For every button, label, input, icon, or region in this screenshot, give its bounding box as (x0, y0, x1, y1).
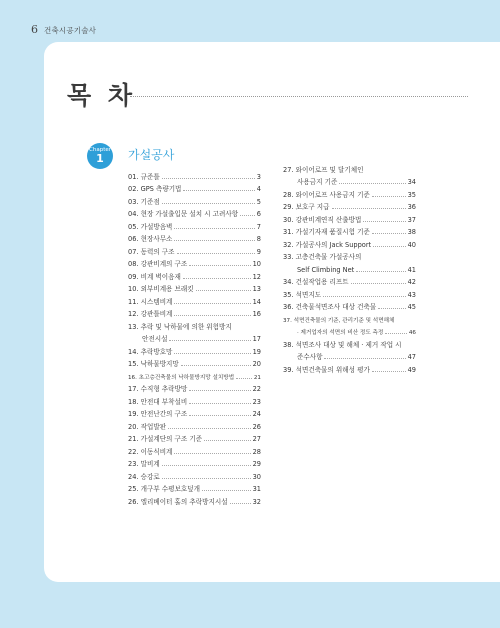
dot-leader (174, 228, 254, 229)
page-header (0, 0, 500, 42)
toc-entry (128, 381, 261, 394)
dot-leader (378, 308, 405, 309)
toc-entry (283, 161, 416, 174)
toc-entry-page: 26 (252, 422, 261, 431)
toc-entry-title: 03. 기준점 (128, 197, 160, 206)
toc-entry-title: 29. 보호구 지급 (283, 203, 330, 211)
toc-entry (128, 218, 261, 231)
toc-entry-title: 20. 작업발판 (128, 422, 167, 431)
dot-leader (363, 221, 405, 222)
dot-leader (196, 290, 251, 291)
toc-entry-page: 45 (407, 303, 416, 311)
toc-entry-title: 23. 말비계 (128, 460, 160, 468)
toc-entry-page: 31 (252, 485, 261, 493)
toc-entry (128, 431, 261, 444)
toc-entry (128, 243, 261, 256)
dot-leader (162, 478, 251, 479)
toc-entry-title: 05. 가설방음벽 (128, 222, 173, 231)
toc-entry-page: 22 (252, 385, 261, 393)
toc-entry-title: 08. 강관비계의 구조 (128, 260, 188, 268)
toc-entry-page: 32 (252, 497, 261, 506)
dot-leader (183, 190, 254, 191)
toc-entry-page: 17 (252, 335, 261, 343)
toc-entry-title: 18. 안전대 부착설비 (128, 397, 188, 406)
toc-entry-page: 19 (252, 347, 261, 356)
toc-entry (128, 406, 261, 419)
dot-leader (332, 208, 406, 209)
toc-entry (128, 468, 261, 481)
dot-leader (174, 315, 250, 316)
dot-leader (236, 378, 252, 379)
toc-entry-title: 안전시설 (142, 335, 168, 343)
toc-entry-page: 10 (252, 260, 261, 268)
toc-entry-title: 13. 추락 및 낙하물에 의한 위험방지 (128, 322, 232, 331)
toc-entry-page: 24 (252, 410, 261, 418)
toc-entry (283, 261, 416, 274)
toc-entry-title: 21. 가설계단의 구조 기준 (128, 435, 203, 443)
toc-entry (128, 268, 261, 281)
dot-leader (230, 503, 251, 504)
toc-title: 목 차 (67, 81, 137, 110)
toc-entry-title: 19. 안전난간의 구조 (128, 410, 188, 418)
toc-entry (128, 181, 261, 194)
dot-leader (183, 278, 251, 279)
toc-entry-title: 07. 동력의 구조 (128, 247, 175, 256)
toc-entry-page: 27 (252, 435, 261, 443)
dot-leader (168, 428, 251, 429)
toc-entry-title: 14. 추락방호망 (128, 347, 173, 356)
dot-leader (169, 340, 250, 341)
toc-entry-title: 32. 가설공사의 Jack Support (283, 240, 372, 249)
toc-entry (128, 256, 261, 269)
toc-entry (128, 293, 261, 306)
toc-entry-page: 30 (252, 472, 261, 481)
toc-entry-page: 3 (256, 172, 261, 181)
book-title: 건축시공기술사 (44, 26, 97, 35)
dot-leader (202, 490, 251, 491)
dot-leader (324, 358, 405, 359)
toc-entry-page: 47 (407, 353, 416, 361)
toc-entry (128, 168, 261, 181)
toc-entry-page: 8 (256, 235, 261, 243)
toc-entry-title: 33. 고층건축물 가설공사의 (283, 253, 362, 261)
toc-entry-page: 34 (407, 178, 416, 186)
toc-entry (128, 318, 261, 331)
toc-entry-title: 22. 이동식비계 (128, 447, 173, 456)
toc-entry-title: 02. GPS 측량기법 (128, 185, 182, 193)
toc-entry (128, 481, 261, 494)
toc-entry-page: 36 (407, 203, 416, 211)
toc-entry (283, 236, 416, 249)
dot-leader (372, 233, 406, 234)
toc-entry (128, 368, 261, 381)
dot-leader (189, 415, 250, 416)
toc-entry-page: 9 (256, 247, 261, 256)
toc-entry-title: 26. 엘리베이터 홀의 추락방지시설 (128, 497, 228, 506)
dot-leader (373, 246, 405, 247)
toc-entry-title: 39. 석면건축물의 위해성 평가 (283, 365, 370, 374)
toc-entry-page: 6 (256, 210, 261, 218)
toc-entry-title: 24. 승강로 (128, 472, 160, 481)
dot-leader (189, 390, 250, 391)
toc-entry-page: 42 (407, 278, 416, 286)
chapter-number: 1 (96, 152, 104, 165)
chapter-label: Chapter (89, 147, 111, 153)
dot-leader (189, 265, 250, 266)
dot-leader (351, 283, 406, 284)
toc-entry-page: 14 (252, 297, 261, 306)
toc-entry-title: 17. 수직형 추락방망 (128, 385, 188, 393)
toc-entry (128, 343, 261, 356)
toc-entry-page: 21 (253, 374, 261, 381)
toc-entry-page: 41 (407, 265, 416, 274)
dot-leader (372, 196, 406, 197)
toc-entry-title: 11. 시스템비계 (128, 297, 173, 306)
toc-entry (283, 336, 416, 349)
toc-entry-page: 40 (407, 240, 416, 249)
toc-entry (128, 331, 261, 344)
toc-entry (128, 193, 261, 206)
toc-entry-page: 23 (252, 397, 261, 406)
toc-entry-page: 46 (408, 330, 416, 336)
dot-leader (372, 371, 406, 372)
toc-entry-title: 04. 현장 가설출입문 설치 시 고려사항 (128, 210, 239, 218)
toc-entry (283, 324, 416, 337)
toc-entry-title: 09. 비계 벽이음재 (128, 272, 181, 281)
toc-entry-title: 사용금지 기준 (297, 178, 338, 186)
toc-entry-title: 06. 현장사무소 (128, 235, 173, 243)
toc-entry-title: 12. 강관틀비계 (128, 310, 173, 318)
toc-entry (128, 493, 261, 506)
toc-column-right (283, 161, 416, 374)
toc-entry (283, 249, 416, 262)
chapter-name: 가설공사 (128, 148, 175, 162)
toc-entry-page: 37 (407, 215, 416, 224)
toc-entry (128, 443, 261, 456)
dot-leader (181, 365, 251, 366)
toc-entry (128, 418, 261, 431)
dot-leader (189, 403, 250, 404)
toc-entry-page: 20 (252, 360, 261, 368)
toc-entry-page: 49 (407, 365, 416, 374)
toc-entry-title: 16. 초고층건축물의 낙하물방지망 설치방법 (128, 374, 235, 381)
dot-leader (240, 215, 255, 216)
toc-entry-title: 36. 건축물석면조사 대상 건축물 (283, 303, 377, 311)
page-number: 6 (31, 23, 38, 36)
toc-entry-title: 34. 건설작업용 리프트 (283, 278, 349, 286)
dot-leader (356, 271, 405, 272)
content-card (44, 42, 500, 582)
toc-entry (128, 306, 261, 319)
dot-leader (339, 183, 405, 184)
dot-leader (177, 253, 255, 254)
dot-leader (162, 203, 255, 204)
toc-entry (283, 286, 416, 299)
dot-leader (174, 453, 250, 454)
toc-entry-title: Self Climbing Net (297, 265, 355, 274)
toc-entry-page: 43 (407, 290, 416, 299)
toc-entry (283, 224, 416, 237)
toc-entry-title: 15. 낙하물방지망 (128, 360, 179, 368)
title-divider (130, 96, 468, 97)
toc-entry-title: 37. 석면건축물의 기준, 관리기준 및 석면해체 (283, 317, 395, 324)
toc-entry (283, 211, 416, 224)
toc-entry-title: 준수사항 (297, 353, 323, 361)
toc-entry (128, 206, 261, 219)
toc-entry (283, 349, 416, 362)
dot-leader (162, 465, 251, 466)
toc-entry-title: 25. 개구부 수평보호덮개 (128, 485, 201, 493)
toc-entry-page: 28 (252, 447, 261, 456)
toc-entry (128, 356, 261, 369)
dot-leader (385, 333, 407, 334)
toc-entry-page: 13 (252, 285, 261, 293)
dot-leader (174, 303, 250, 304)
toc-entry-title: 10. 외부비계용 브래킷 (128, 285, 194, 293)
dot-leader (174, 353, 250, 354)
toc-entry (128, 456, 261, 469)
toc-entry-title: 31. 가설기자재 품질시험 기준 (283, 228, 370, 236)
toc-entry (283, 311, 416, 324)
toc-entry-page: 4 (256, 185, 261, 193)
toc-entry-title: 38. 석면조사 대상 및 해체 · 제거 작업 시 (283, 340, 402, 349)
toc-entry (128, 231, 261, 244)
toc-entry-title: 35. 석면지도 (283, 290, 322, 299)
toc-entry (128, 393, 261, 406)
toc-entry (283, 299, 416, 312)
dot-leader (323, 296, 406, 297)
toc-entry-page: 29 (252, 460, 261, 468)
toc-entry (283, 199, 416, 212)
chapter-badge (87, 143, 113, 169)
toc-entry (283, 186, 416, 199)
toc-entry-title: 28. 와이어로프 사용금지 기준 (283, 190, 370, 199)
dot-leader (174, 240, 254, 241)
toc-entry (283, 274, 416, 287)
dot-leader (162, 178, 255, 179)
toc-entry-page: 12 (252, 272, 261, 281)
dot-leader (204, 440, 251, 441)
toc-entry-page: 35 (407, 190, 416, 199)
toc-entry (283, 361, 416, 374)
toc-entry (128, 281, 261, 294)
toc-column-left (128, 168, 261, 506)
toc-entry (283, 174, 416, 187)
toc-entry-page: 5 (256, 197, 261, 206)
toc-entry-title: · 제거업자의 석면의 비산 정도 측정 (297, 330, 384, 336)
toc-entry-title: 27. 와이어로프 및 달기체인 (283, 165, 364, 174)
toc-entry-title: 01. 규준틀 (128, 172, 160, 181)
toc-entry-page: 38 (407, 228, 416, 236)
toc-entry-page: 7 (256, 222, 261, 231)
toc-entry-title: 30. 강관비계연직 산출방법 (283, 215, 362, 224)
toc-entry-page: 16 (252, 310, 261, 318)
